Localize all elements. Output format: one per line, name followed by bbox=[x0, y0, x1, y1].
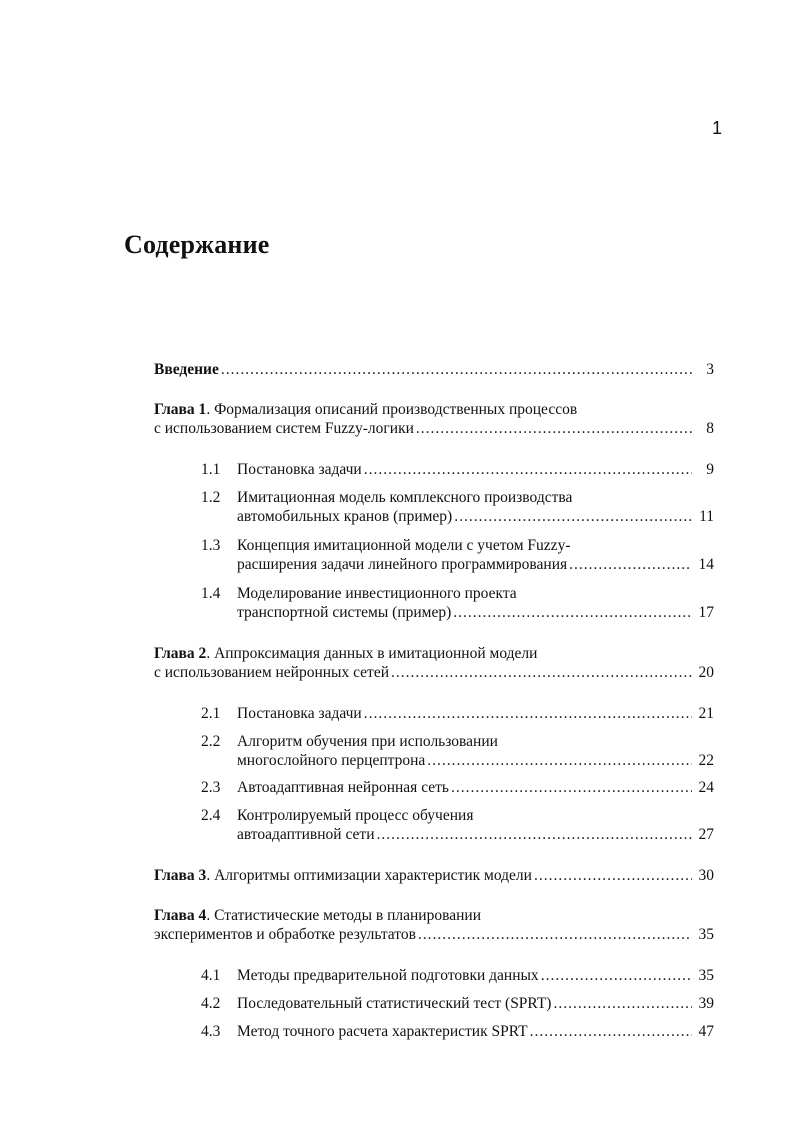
section-number: 4.3 bbox=[201, 1023, 221, 1040]
toc-entry-section-4-3[interactable] bbox=[201, 1022, 714, 1041]
chapter-1-title-line-2: с использованием систем Fuzzy-логики bbox=[154, 420, 414, 437]
section-page: 14 bbox=[698, 556, 714, 573]
toc-entry-section-1-3[interactable] bbox=[201, 536, 714, 574]
dot-leader bbox=[454, 507, 692, 526]
section-title-line-1: Концепция имитационной модели с учетом Fuzzy- bbox=[237, 537, 571, 554]
toc-entry-section-2-4[interactable] bbox=[201, 806, 714, 844]
toc-entry-chapter-4[interactable] bbox=[154, 906, 714, 944]
section-title-line-2: автоадаптивной сети bbox=[237, 826, 375, 843]
section-number: 2.4 bbox=[201, 807, 221, 824]
toc-entry-section-1-2[interactable] bbox=[201, 488, 714, 526]
section-title: Постановка задачи bbox=[237, 705, 362, 722]
chapter-3-label: Глава 3 bbox=[154, 867, 207, 884]
section-title-line-2: расширения задачи линейного программирования bbox=[237, 556, 568, 573]
section-number: 4.2 bbox=[201, 995, 221, 1012]
toc-entry-section-2-3[interactable] bbox=[201, 778, 714, 797]
chapter-1-title-line-1: . Формализация описаний производственных процессов bbox=[206, 401, 578, 418]
dot-leader bbox=[534, 866, 692, 885]
section-number: 1.1 bbox=[201, 461, 221, 478]
toc-entry-section-4-1[interactable] bbox=[201, 966, 714, 985]
section-title-line-1: Контролируемый процесс обучения bbox=[237, 807, 474, 824]
dot-leader bbox=[453, 603, 692, 622]
dot-leader bbox=[221, 360, 692, 379]
dot-leader bbox=[553, 994, 692, 1013]
section-number: 2.1 bbox=[201, 705, 221, 722]
chapter-2-title-line-2: с использованием нейронных сетей bbox=[154, 664, 389, 681]
section-title: Последовательный статистический тест (SPRT) bbox=[237, 995, 552, 1012]
toc-title: Содержание bbox=[124, 230, 270, 259]
section-title: Постановка задачи bbox=[237, 461, 362, 478]
intro-label: Введение bbox=[154, 361, 219, 378]
section-page: 11 bbox=[699, 508, 714, 525]
dot-leader bbox=[391, 663, 692, 682]
section-title-line-2: автомобильных кранов (пример) bbox=[237, 508, 453, 525]
chapter-2-page: 20 bbox=[698, 664, 714, 681]
chapter-2-title-line-1: . Аппроксимация данных в имитационной модели bbox=[206, 645, 538, 662]
toc-entry-section-1-4[interactable] bbox=[201, 584, 714, 622]
dot-leader bbox=[377, 825, 693, 844]
dot-leader bbox=[427, 751, 692, 770]
section-title-line-2: транспортной системы (пример) bbox=[237, 604, 452, 621]
section-page: 27 bbox=[698, 826, 714, 843]
toc-entry-section-2-1[interactable] bbox=[201, 704, 714, 723]
dot-leader bbox=[364, 460, 692, 479]
section-title-line-1: Моделирование инвестиционного проекта bbox=[237, 585, 517, 602]
dot-leader bbox=[541, 966, 692, 985]
chapter-3-page: 30 bbox=[698, 867, 714, 884]
toc-entry-section-1-1[interactable] bbox=[201, 460, 714, 479]
dot-leader bbox=[416, 419, 692, 438]
section-page: 21 bbox=[698, 705, 714, 722]
section-number: 2.3 bbox=[201, 779, 221, 796]
section-page: 9 bbox=[706, 461, 714, 478]
section-title: Методы предварительной подготовки данных bbox=[237, 967, 539, 984]
toc-entry-chapter-1[interactable] bbox=[154, 400, 714, 438]
chapter-1-label: Глава 1 bbox=[154, 401, 207, 418]
section-number: 1.3 bbox=[201, 537, 221, 554]
section-number: 4.1 bbox=[201, 967, 221, 984]
toc-entry-intro[interactable] bbox=[154, 360, 714, 379]
section-page: 47 bbox=[698, 1023, 714, 1040]
chapter-1-page: 8 bbox=[706, 420, 714, 437]
chapter-3-title: . Алгоритмы оптимизации характеристик модели bbox=[206, 867, 532, 884]
section-title-line-1: Алгоритм обучения при использовании bbox=[237, 733, 498, 750]
toc-entry-chapter-3[interactable] bbox=[154, 866, 714, 885]
section-title: Автоадаптивная нейронная сеть bbox=[237, 779, 449, 796]
section-page: 35 bbox=[698, 967, 714, 984]
section-page: 22 bbox=[698, 752, 714, 769]
chapter-4-label: Глава 4 bbox=[154, 907, 207, 924]
dot-leader bbox=[569, 555, 692, 574]
section-title: Метод точного расчета характеристик SPRT bbox=[237, 1023, 528, 1040]
page-number: 1 bbox=[712, 118, 723, 138]
chapter-2-label: Глава 2 bbox=[154, 645, 207, 662]
section-title-line-2: многослойного перцептрона bbox=[237, 752, 426, 769]
section-number: 1.4 bbox=[201, 585, 221, 602]
chapter-4-title-line-1: . Статистические методы в планировании bbox=[206, 907, 481, 924]
chapter-4-page: 35 bbox=[698, 926, 714, 943]
intro-page: 3 bbox=[706, 361, 714, 378]
chapter-4-title-line-2: экспериментов и обработке результатов bbox=[154, 926, 416, 943]
dot-leader bbox=[530, 1022, 692, 1041]
section-page: 17 bbox=[698, 604, 714, 621]
section-page: 39 bbox=[698, 995, 714, 1012]
section-page: 24 bbox=[698, 779, 714, 796]
toc-entry-chapter-2[interactable] bbox=[154, 644, 714, 682]
toc-entry-section-2-2[interactable] bbox=[201, 732, 714, 770]
toc-entry-section-4-2[interactable] bbox=[201, 994, 714, 1013]
dot-leader bbox=[451, 778, 692, 797]
section-title-line-1: Имитационная модель комплексного производства bbox=[237, 489, 573, 506]
section-number: 2.2 bbox=[201, 733, 221, 750]
dot-leader bbox=[364, 704, 692, 723]
section-number: 1.2 bbox=[201, 489, 221, 506]
dot-leader bbox=[418, 925, 692, 944]
